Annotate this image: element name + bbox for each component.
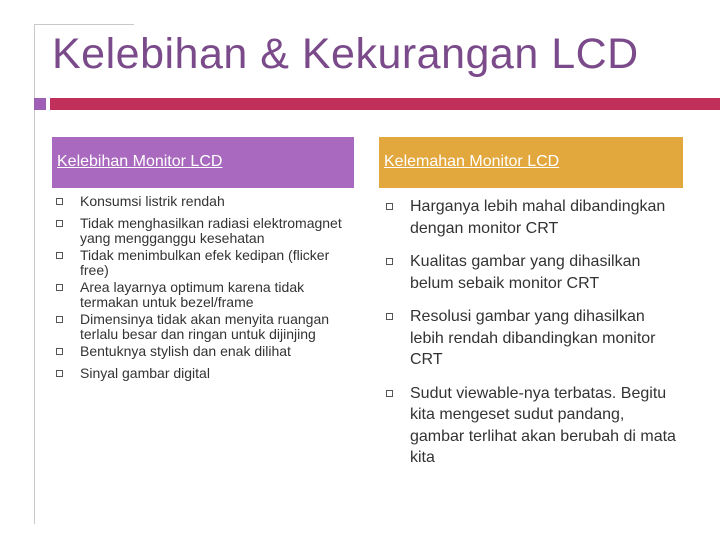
list-item-text: Tidak menghasilkan radiasi elektromagnet yang mengganggu kesehatan [80,215,342,246]
list-item [56,248,346,278]
advantages-list [56,194,346,381]
square-bullet-icon [56,198,63,205]
right-column-header [379,137,683,188]
square-bullet-icon [56,348,63,355]
list-item [386,251,682,294]
square-bullet-icon [386,203,393,210]
list-item-text: Tidak menimbulkan efek kedipan (flicker free) [80,247,330,278]
list-item-text: Dimensinya tidak akan menyita ruangan terlalu besar dan ringan untuk dijinjing [80,311,330,342]
slide-title: Kelebihan & Kekurangan LCD [52,30,639,78]
left-column-header-text: Kelebihan Monitor LCD [57,153,223,170]
list-item-text: Sinyal gambar digital [80,365,210,381]
square-bullet-icon [386,390,393,397]
square-bullet-icon [386,258,393,265]
list-item-text: Kualitas gambar yang dihasilkan belum sebaik monitor CRT [410,253,641,292]
list-item [56,366,346,381]
left-column-header [52,137,354,188]
square-bullet-icon [56,316,63,323]
square-bullet-icon [56,370,63,377]
list-item [386,306,682,371]
disadvantages-list [386,196,682,469]
list-item [56,194,346,209]
list-item [386,383,682,469]
list-item-text: Harganya lebih mahal dibandingkan dengan monitor CRT [410,198,666,237]
accent-bar-red [50,98,720,110]
list-item [386,196,682,239]
list-item-text: Resolusi gambar yang dihasilkan lebih rendah dibandingkan monitor CRT [410,308,656,368]
list-item-text: Bentuknya stylish dan enak dilihat [80,343,291,359]
frame-line-top [34,24,134,25]
list-item [56,312,346,342]
list-item [56,280,346,310]
right-column-header-text: Kelemahan Monitor LCD [384,153,560,170]
square-bullet-icon [56,284,63,291]
square-bullet-icon [56,220,63,227]
list-item-text: Konsumsi listrik rendah [80,193,225,209]
list-item [56,344,346,359]
list-item-text: Sudut viewable-nya terbatas. Begitu kita mengeset sudut pandang, gambar terlihat akan berubah di mata kita [410,384,676,466]
list-item-text: Area layarnya optimum karena tidak termakan untuk bezel/frame [80,279,305,310]
square-bullet-icon [386,313,393,320]
list-item [56,216,346,246]
accent-bar-purple [34,98,46,110]
square-bullet-icon [56,252,63,259]
